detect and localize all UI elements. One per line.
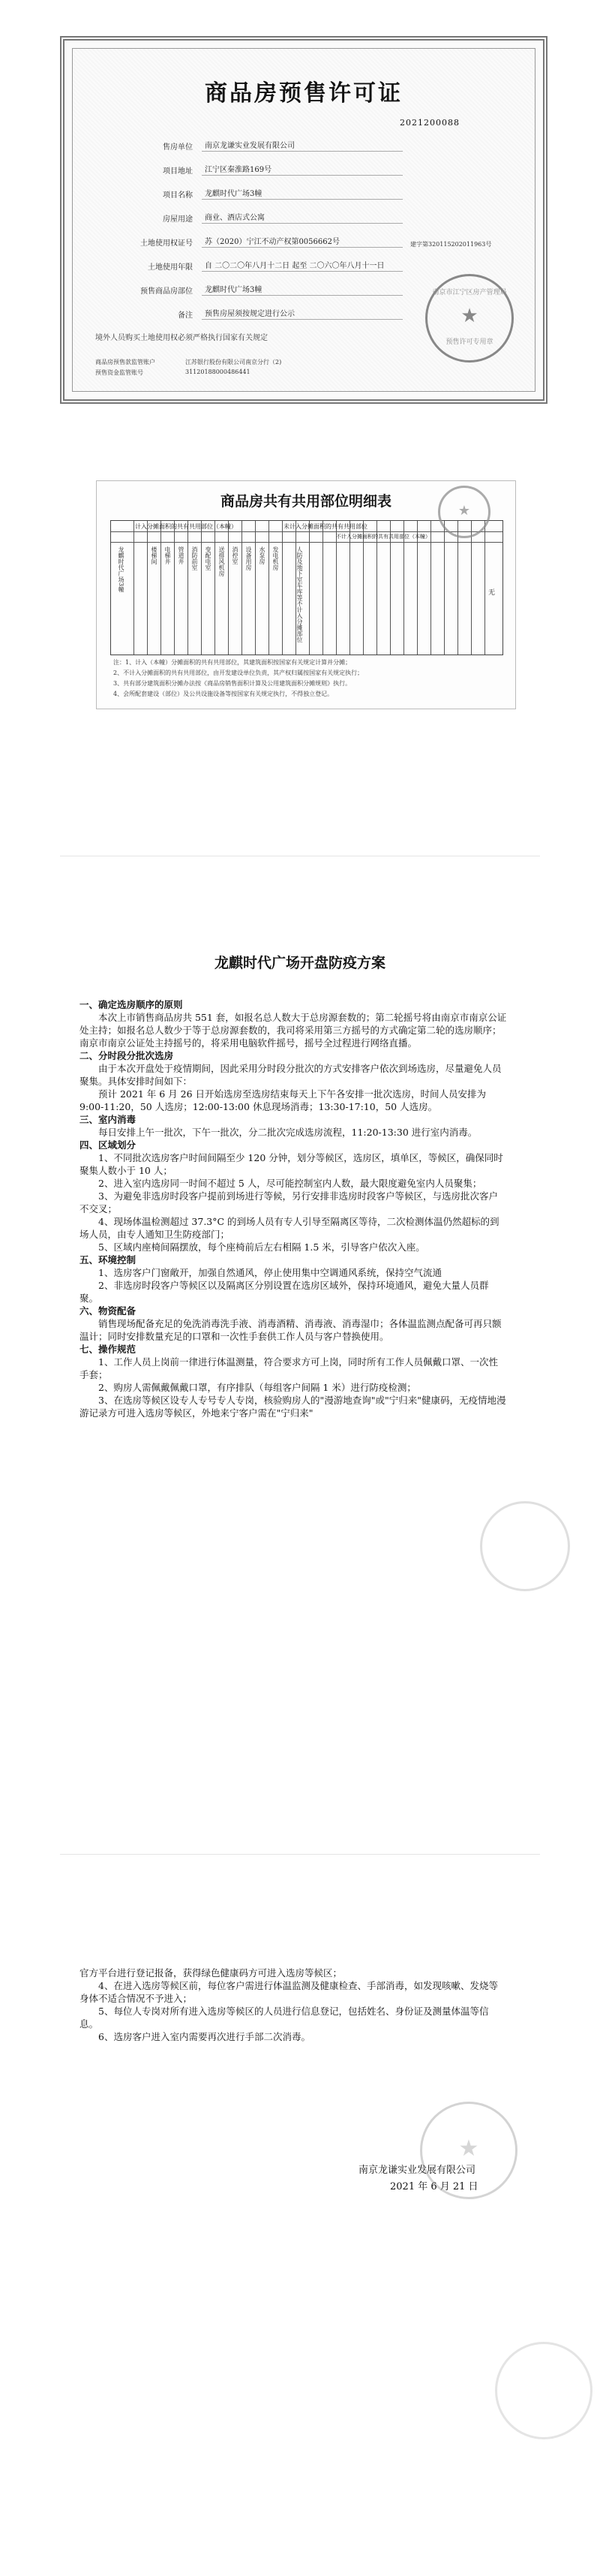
document-body xyxy=(80,998,507,1419)
permit-row-project xyxy=(103,187,403,200)
grid-line xyxy=(309,521,310,655)
permit-frame xyxy=(72,48,536,392)
row-value: 龙麒时代广场3幢 xyxy=(202,283,403,296)
right-mark: 无 xyxy=(488,589,496,597)
excluded-note: 人防及地下室车库等不计入分摊部位 xyxy=(296,546,303,642)
row-label: 售房单位 xyxy=(163,143,193,152)
grid-line xyxy=(376,521,377,655)
row-label: 项目地址 xyxy=(163,167,193,176)
permit-account-value: 31120188000486441 xyxy=(185,369,250,375)
grid-line xyxy=(160,521,161,655)
section-paragraph: 4、现场体温检测超过 37.3°C 的到场人员有专人引导至隔离区等待，二次检测体温仍然超标的到场人员，由专人通知卫生防疫部门； xyxy=(80,1216,500,1240)
section-paragraph: 4、在进入选房等候区前，每位客户需进行体温监测及健康检查、手部消毒，如发现咳嗽、发烧等身体不适合情况不予进入； xyxy=(80,1980,498,2004)
col-item: 楼梯间 xyxy=(151,546,158,564)
grid-line xyxy=(214,521,215,655)
document-body-page2 xyxy=(80,1967,507,2043)
row-value: 苏（2020）宁江不动产权第0056662号 xyxy=(202,235,403,248)
section-heading: 六、物资配备 xyxy=(80,1305,136,1317)
row-label: 龙麒时代广场3幢 xyxy=(118,546,124,593)
table-header-excluded: 未计入分摊面积的共有共用部位 xyxy=(284,523,368,530)
table-header-building: 不计入分摊面积的共有共用部位（本幢） xyxy=(336,534,430,540)
section-heading: 二、分时段分批次选房 xyxy=(80,1050,174,1061)
row-value: 南京龙谦实业发展有限公司 xyxy=(202,139,403,152)
col-item: 设备用房 xyxy=(245,546,252,570)
presale-permit-certificate xyxy=(60,36,548,404)
table-header-included: 计入分摊面积的共有共用部位（本幢） xyxy=(135,523,237,530)
document-title: 龙麒时代广场开盘防疫方案 xyxy=(214,955,386,971)
permit-account-label: 预售资金监管账号 xyxy=(95,369,143,376)
page-divider xyxy=(60,1854,540,1855)
section-heading: 三、室内消毒 xyxy=(80,1114,136,1125)
section-heading: 四、区域划分 xyxy=(80,1139,136,1151)
table-note-2: 2、不计入分摊面积的共有共用部位，由开发建设单位负责，其产权归属按国家有关规定执行； xyxy=(113,670,364,676)
grid-line xyxy=(147,521,148,655)
grid-line xyxy=(228,521,229,655)
row-label: 备注 xyxy=(178,311,193,320)
row-label: 土地使用权证号 xyxy=(140,239,193,248)
table-note-3: 3、共有部分建筑面积分摊办法按《商品房销售面积计算及公用建筑面积分摊规则》执行。 xyxy=(113,680,352,687)
signature-date: 2021 年 6 月 21 日 xyxy=(390,2181,478,2192)
seal-text: 南京市江宁区房产管理局 xyxy=(432,289,507,296)
section-heading: 五、环境控制 xyxy=(80,1254,136,1265)
section-paragraph: 销售现场配备充足的免洗消毒洗手液、消毒酒精、消毒液、消毒湿巾；各体温监测点配备可再只额温计；同时安排数量充足的口罩和一次性手套供工作人员与客户替换使用。 xyxy=(80,1318,502,1342)
section-paragraph: 本次上市销售商品房共 551 套，如报名总人数大于总房源套数的；第二轮摇号将由南京市南京公证处主持；如报名总人数少于等于总房源套数的，我司将采用第三方摇号的方式确定第二轮的选房顺序；南京市南京公证处主持摇号的，将采用电脑软件摇号，摇号全过程进行网络直播。 xyxy=(80,1012,507,1049)
table-note-4: 4、会所配套建设（部位）及公共设施设备等按国家有关规定执行，不得独立登记。 xyxy=(113,691,334,697)
grid-line xyxy=(201,521,202,655)
seal-subtext: 预售许可专用章 xyxy=(446,339,494,346)
permit-cert-no: 2021200088 xyxy=(400,118,460,128)
grid-line xyxy=(471,521,472,655)
section-paragraph: 5、每位人专岗对所有进入选房等候区的人员进行信息登记，包括姓名、身份证及测量体温等信息。 xyxy=(80,2006,489,2030)
shared-parts-grid xyxy=(110,520,503,655)
section-paragraph: 6、选房客户进入室内需要再次进行手部二次消毒。 xyxy=(98,2031,310,2042)
grid-line xyxy=(363,521,364,655)
grid-line xyxy=(390,521,391,655)
row-value: 自 二〇二〇年八月十二日 起至 二〇六〇年八月十一日 xyxy=(202,259,403,272)
permit-title: 商品房预售许可证 xyxy=(205,80,403,107)
permit-bank-value: 江苏银行股份有限公司南京分行（2) xyxy=(185,359,282,366)
grid-line xyxy=(336,521,337,655)
signature-company: 南京龙谦实业发展有限公司 xyxy=(358,2165,476,2176)
row-label: 房屋用途 xyxy=(163,215,193,224)
row-label: 土地使用年限 xyxy=(148,263,193,272)
seal-star-icon: ★ xyxy=(458,503,471,519)
grid-line xyxy=(417,521,418,655)
shared-parts-table-page xyxy=(96,480,516,709)
col-item: 管道井 xyxy=(178,546,184,564)
company-seal-partial xyxy=(495,2342,592,2439)
seal-star-icon: ★ xyxy=(458,2135,479,2162)
row-value: 预售房屋须按规定进行公示 xyxy=(202,307,403,320)
permit-bank-label: 商品房预售款监管账户 xyxy=(95,359,155,366)
grid-line xyxy=(444,521,445,655)
grid-line xyxy=(255,521,256,655)
col-item: 发电机房 xyxy=(272,546,279,570)
grid-line xyxy=(430,521,431,655)
permit-row-address xyxy=(103,163,403,176)
col-item: 送排风机房 xyxy=(218,546,225,576)
permit-row-land-term xyxy=(103,259,403,272)
permit-row-seller xyxy=(103,139,403,152)
permit-foreign-note: 境外人员购买土地使用权必须严格执行国家有关规定 xyxy=(95,334,268,342)
section-paragraph: 官方平台进行登记报备，获得绿色健康码方可进入选房等候区； xyxy=(80,1967,343,1979)
grid-line xyxy=(174,521,175,655)
table-seal xyxy=(438,486,490,538)
col-item: 电梯井 xyxy=(164,546,171,564)
section-paragraph: 5、区域内座椅间隔摆放，每个座椅前后左右相隔 1.5 米，引导客户依次入座。 xyxy=(98,1241,425,1253)
section-paragraph: 1、选房客户门窗敞开，加强自然通风，停止使用集中空调通风系统，保持空气流通 xyxy=(98,1267,442,1278)
section-paragraph: 由于本次开盘处于疫情期间，因此采用分时段分批次的方式安排客户依次到场选房，尽量避免人员聚集。具体安排时间如下： xyxy=(80,1063,502,1087)
permit-row-presale-part xyxy=(103,283,403,296)
section-heading: 七、操作规范 xyxy=(80,1344,136,1355)
permit-plan-no: 建字第320115202011963号 xyxy=(410,241,492,248)
company-seal xyxy=(480,1501,570,1591)
permit-row-remark xyxy=(103,307,403,320)
permit-row-usage xyxy=(103,211,403,224)
section-paragraph: 3、在选房等候区设专人专号专人专岗，核验购房人的"漫游地查询"或"宁归来"健康码，无疫情地漫游记录方可进入选房等候区，外地来宁客户需在"宁归来" xyxy=(80,1395,506,1419)
table-title: 商品房共有共用部位明细表 xyxy=(220,493,392,510)
row-label: 预售商品房部位 xyxy=(140,287,193,296)
table-note-1: 注：1、计入（本幢）分摊面积的共有共用部位，其建筑面积按国家有关规定计算并分摊； xyxy=(113,659,352,666)
col-item: 变配电室 xyxy=(205,546,212,570)
section-paragraph: 每日安排上午一批次，下午一批次，分二批次完成选房流程，11:20-13:30 进行室内消毒。 xyxy=(98,1127,478,1138)
grid-line xyxy=(484,521,485,655)
seal-star-icon: ★ xyxy=(460,305,478,327)
row-value: 商业、酒店式公寓 xyxy=(202,211,403,224)
grid-line xyxy=(282,521,283,655)
section-paragraph: 2、进入室内选房同一时间不超过 5 人，尽可能控制室内人数，最大限度避免室内人员聚集； xyxy=(98,1178,482,1189)
grid-line xyxy=(268,521,269,655)
col-item: 消防前室 xyxy=(191,546,198,570)
permit-row-land-cert xyxy=(103,235,403,248)
row-value: 江宁区秦淮路169号 xyxy=(202,163,403,176)
section-paragraph: 2、购房人需佩戴佩戴口罩，有序排队（每组客户间隔 1 米）进行防疫检测； xyxy=(98,1382,416,1393)
col-item: 消控室 xyxy=(232,546,238,564)
row-label: 项目名称 xyxy=(163,191,193,200)
section-paragraph: 1、不同批次选房客户时间间隔至少 120 分钟，划分等候区，选房区，填单区，等候区，确保同时聚集人数小于 10 人； xyxy=(80,1152,503,1176)
section-heading: 一、确定选房顺序的原则 xyxy=(80,999,183,1010)
row-value: 龙麒时代广场3幢 xyxy=(202,187,403,200)
official-seal xyxy=(425,274,514,363)
section-paragraph: 2、非选房时段客户等候区以及隔离区分别设置在选房区域外，保持环境通风，避免大量人员群聚。 xyxy=(80,1280,489,1304)
section-paragraph: 1、工作人员上岗前一律进行体温测量，符合要求方可上岗，同时所有工作人员佩戴口罩、一次性手套； xyxy=(80,1356,498,1380)
grid-line xyxy=(322,521,323,655)
section-paragraph: 3、为避免非选房时段客户提前到场进行等候，另行安排非选房时段客户等候区，与选房批次客户不交叉； xyxy=(80,1190,498,1214)
col-item: 水泵房 xyxy=(259,546,266,564)
section-paragraph: 预计 2021 年 6 月 26 日开始选房至选房结束每天上下午各安排一批次选房，时间人员安排为 9:00-11:20，50 人选房；12:00-13:00 休息现场消毒；13:30-17:10，50 人选房。 xyxy=(80,1088,487,1112)
